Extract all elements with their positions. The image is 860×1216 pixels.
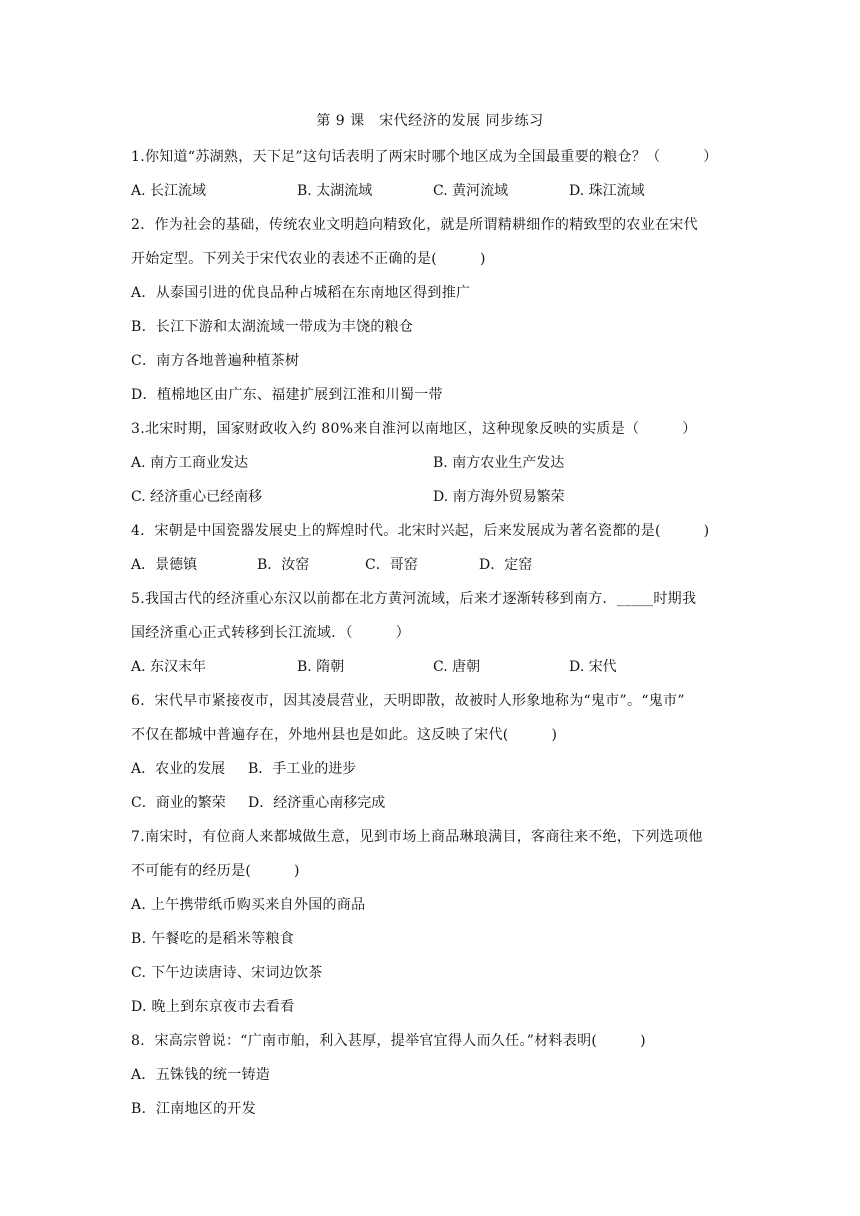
question-2-stem-line1: 2．作为社会的基础，传统农业文明趋向精致化，就是所谓精耕细作的精致型的农业在宋代 (131, 217, 698, 233)
question-4-option-a: A．景德镇 (131, 557, 198, 573)
question-5-option-c: C. 唐朝 (433, 659, 481, 675)
question-5-option-b: B. 隋朝 (297, 659, 345, 675)
question-5-stem-line2: 国经济重心正式转移到长江流域．（ ） (131, 625, 410, 641)
question-7-option-a: A. 上午携带纸币购买来自外国的商品 (131, 897, 366, 913)
question-7-option-d: D. 晚上到东京夜市去看看 (131, 999, 295, 1015)
question-3-option-c: C. 经济重心已经南移 (131, 489, 263, 505)
question-6-stem-line2: 不仅在都城中普遍存在，外地州县也是如此。这反映了宋代( ) (131, 727, 558, 743)
question-4-option-d: D．定窑 (479, 557, 533, 573)
question-7-stem-line2: 不可能有的经历是( ) (131, 863, 300, 879)
question-1-option-a: A. 长江流域 (131, 183, 207, 199)
question-8-stem: 8．宋高宗曾说：“广南市舶，利入甚厚，提举官宜得人而久任。”材料表明( ) (131, 1033, 646, 1049)
question-2-option-d: D．植棉地区由广东、福建扩展到江淮和川蜀一带 (131, 387, 443, 403)
question-8-option-b: B．江南地区的开发 (131, 1101, 256, 1117)
question-4-option-c: C．哥窑 (365, 557, 418, 573)
question-3-stem: 3.北宋时期，国家财政收入约 80%来自淮河以南地区，这种现象反映的实质是（ ） (131, 421, 697, 437)
question-4-stem: 4．宋朝是中国瓷器发展史上的辉煌时代。北宋时兴起，后来发展成为著名瓷都的是( ) (131, 523, 710, 539)
question-6-option-c: C．商业的繁荣 (131, 795, 226, 811)
question-6-stem-line1: 6．宋代早市紧接夜市，因其凌晨营业，天明即散，故被时人形象地称为“鬼市”。“鬼市” (131, 693, 685, 709)
question-6-option-d: D．经济重心南移完成 (248, 795, 386, 811)
question-5-option-a: A. 东汉末年 (131, 659, 207, 675)
question-2-option-c: C．南方各地普遍种植茶树 (131, 353, 300, 369)
question-1-option-c: C. 黄河流域 (433, 183, 509, 199)
question-7-option-c: C. 下午边读唐诗、宋词边饮茶 (131, 965, 323, 981)
question-3-option-b: B. 南方农业生产发达 (433, 455, 565, 471)
question-2-option-a: A．从泰国引进的优良品种占城稻在东南地区得到推广 (131, 285, 471, 301)
question-6-option-b: B．手工业的进步 (248, 761, 357, 777)
question-8-option-a: A．五铢钱的统一铸造 (131, 1067, 271, 1083)
question-1-option-d: D. 珠江流域 (569, 183, 645, 199)
question-2-option-b: B．长江下游和太湖流域一带成为丰饶的粮仓 (131, 319, 414, 335)
question-5-stem-line1: 5.我国古代的经济重心东汉以前都在北方黄河流域，后来才逐渐转移到南方．_____时期我 (131, 591, 697, 607)
question-3-option-a: A. 南方工商业发达 (131, 455, 249, 471)
question-4-option-b: B．汝窑 (257, 557, 310, 573)
question-7-option-b: B. 午餐吃的是稻米等粮食 (131, 931, 295, 947)
question-3-option-d: D. 南方海外贸易繁荣 (433, 489, 565, 505)
question-7-stem-line1: 7.南宋时，有位商人来都城做生意，见到市场上商品琳琅满目，客商往来不绝，下列选项他 (131, 829, 703, 845)
question-6-option-a: A．农业的发展 (131, 761, 226, 777)
question-1-stem: 1.你知道“苏湖熟，天下足”这句话表明了两宋时哪个地区成为全国最重要的粮仓？（ ） (131, 149, 718, 165)
question-5-option-d: D. 宋代 (569, 659, 617, 675)
question-1-option-b: B. 太湖流域 (297, 183, 373, 199)
page-title: 第 9 课 宋代经济的发展 同步练习 (316, 113, 544, 129)
question-2-stem-line2: 开始定型。下列关于宋代农业的表述不正确的是( ) (131, 251, 486, 267)
